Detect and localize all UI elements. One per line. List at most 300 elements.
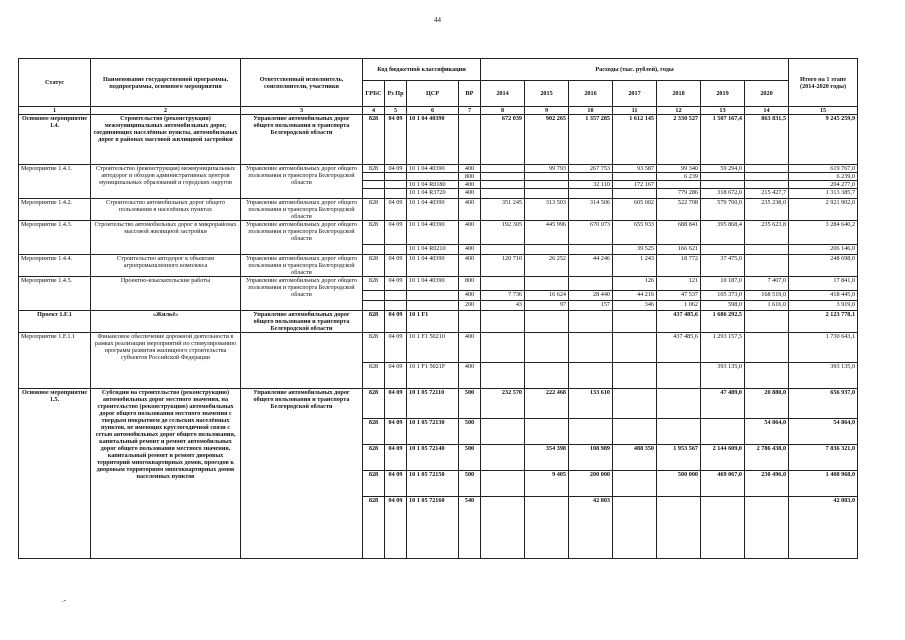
cell-total: 54 864,0	[789, 419, 858, 445]
cell-grbs: 828	[363, 277, 385, 291]
cell-year-value	[613, 311, 657, 333]
cell-year-value: 108 989	[569, 445, 613, 471]
cell-total: 619 767,0	[789, 165, 858, 173]
cell-year-value: 28 440	[569, 291, 613, 301]
cell-csr: 10 1 F1 50210	[407, 333, 459, 363]
cell-csr: 10 1 04 40390	[407, 277, 459, 291]
cell-csr: 10 1 05 72110	[407, 389, 459, 419]
cell-vr: 500	[459, 445, 481, 471]
cell-vr: 800	[459, 277, 481, 291]
cell-year-value: 230 496,0	[745, 471, 789, 497]
cell-year-value	[657, 181, 701, 189]
cell-grbs: 828	[363, 255, 385, 277]
header-year: 2019	[701, 81, 745, 107]
cell-total: 1 313 385,7	[789, 189, 858, 199]
cell-vr: 400	[459, 189, 481, 199]
cell-year-value: 105 373,0	[701, 291, 745, 301]
cell-year-value: 579 700,0	[701, 199, 745, 221]
cell-year-value	[481, 363, 525, 389]
row-executor: Управление автомобильных дорог общего пользования и транспорта Белгородской области	[241, 389, 363, 559]
cell-year-value: 313 503	[525, 199, 569, 221]
cell-csr: 10 1 04 40390	[407, 165, 459, 173]
cell-year-value	[745, 173, 789, 181]
cell-year-value: 166 621	[657, 245, 701, 255]
cell-csr: 10 1 04 40390	[407, 199, 459, 221]
cell-year-value: 488 350	[613, 445, 657, 471]
cell-grbs: 828	[363, 471, 385, 497]
row-status: Мероприятие 1.4.2.	[19, 199, 91, 221]
cell-total: 42 803,0	[789, 497, 858, 559]
cell-year-value: 43	[481, 301, 525, 311]
cell-csr: 10 1 04 R0180	[407, 181, 459, 189]
cell-rz-pr	[385, 245, 407, 255]
header-status: Статус	[19, 59, 91, 107]
cell-year-value: 1 953 567	[657, 445, 701, 471]
cell-year-value: 93 587	[613, 165, 657, 173]
table-row	[19, 255, 858, 277]
cell-vr: 500	[459, 471, 481, 497]
cell-year-value	[481, 333, 525, 363]
cell-year-value	[481, 245, 525, 255]
cell-year-value: 1 686 292,5	[701, 311, 745, 333]
cell-grbs: 828	[363, 363, 385, 389]
cell-total: 3 919,0	[789, 301, 858, 311]
cell-year-value: 2 786 438,0	[745, 445, 789, 471]
cell-grbs: 828	[363, 497, 385, 559]
cell-year-value: 7 736	[481, 291, 525, 301]
cell-year-value	[657, 497, 701, 559]
cell-vr: 400	[459, 245, 481, 255]
column-number: 4	[363, 107, 385, 115]
cell-rz-pr: 04 09	[385, 199, 407, 221]
cell-year-value: 59 294,0	[701, 165, 745, 173]
cell-vr: 540	[459, 497, 481, 559]
cell-year-value	[745, 255, 789, 277]
row-executor: Управление автомобильных дорог общего пользования и транспорта Белгородской области	[241, 165, 363, 199]
cell-rz-pr: 04 09	[385, 497, 407, 559]
column-number: 2	[91, 107, 241, 115]
column-number: 5	[385, 107, 407, 115]
cell-year-value: 54 864,0	[745, 419, 789, 445]
cell-total: 9 245 259,9	[789, 115, 858, 165]
cell-year-value	[701, 181, 745, 189]
row-executor: Управление автомобильных дорог общего пользования и транспорта Белгородской области	[241, 199, 363, 221]
cell-total: 2 921 902,0	[789, 199, 858, 221]
cell-vr	[459, 311, 481, 333]
cell-year-value: 2 330 527	[657, 115, 701, 165]
cell-year-value: 120 710	[481, 255, 525, 277]
cell-vr: 500	[459, 419, 481, 445]
row-executor: Управление автомобильных дорог общего пользования и транспорта Белгородской области	[241, 277, 363, 311]
header-vr: ВР	[459, 81, 481, 107]
cell-year-value	[569, 245, 613, 255]
cell-year-value	[525, 245, 569, 255]
cell-grbs	[363, 173, 385, 181]
cell-year-value	[481, 165, 525, 173]
cell-year-value: 42 803	[569, 497, 613, 559]
cell-year-value: 354 398	[525, 445, 569, 471]
cell-year-value	[569, 173, 613, 181]
cell-total: 7 836 321,0	[789, 445, 858, 471]
cell-year-value: 1 293 157,5	[701, 333, 745, 363]
cell-csr: 10 1 F1	[407, 311, 459, 333]
column-number: 10	[569, 107, 613, 115]
cell-year-value: 688 841	[657, 221, 701, 245]
cell-rz-pr	[385, 173, 407, 181]
cell-year-value: 6 239	[657, 173, 701, 181]
table-header	[19, 59, 858, 115]
table-row	[19, 277, 858, 291]
cell-year-value	[613, 419, 657, 445]
cell-csr: 10 1 F1 5021F	[407, 363, 459, 389]
cell-year-value: 26 252	[525, 255, 569, 277]
cell-vr	[459, 115, 481, 165]
cell-year-value: 267 753	[569, 165, 613, 173]
cell-year-value: 168 519,0	[745, 291, 789, 301]
cell-vr: 800	[459, 173, 481, 181]
cell-year-value	[613, 333, 657, 363]
cell-year-value: 97	[525, 301, 569, 311]
cell-year-value	[569, 363, 613, 389]
cell-vr: 400	[459, 165, 481, 173]
column-number: 14	[745, 107, 789, 115]
cell-vr: 400	[459, 199, 481, 221]
cell-year-value	[525, 277, 569, 291]
header-executor: Ответственный исполнитель, соисполнители, участники	[241, 59, 363, 107]
cell-year-value	[525, 181, 569, 189]
cell-grbs: 828	[363, 115, 385, 165]
cell-rz-pr: 04 09	[385, 471, 407, 497]
cell-vr: 400	[459, 333, 481, 363]
row-executor: Управление автомобильных дорог общего пользования и транспорта Белгородской области	[241, 255, 363, 277]
column-number: 6	[407, 107, 459, 115]
table-row	[19, 165, 858, 173]
cell-year-value: 605 002	[613, 199, 657, 221]
cell-csr: 10 1 05 72160	[407, 497, 459, 559]
cell-year-value: 779 286	[657, 189, 701, 199]
cell-total: 1 408 968,0	[789, 471, 858, 497]
cell-rz-pr: 04 09	[385, 277, 407, 291]
cell-rz-pr: 04 09	[385, 363, 407, 389]
column-number: 12	[657, 107, 701, 115]
cell-year-value	[613, 363, 657, 389]
cell-grbs: 828	[363, 311, 385, 333]
cell-grbs: 828	[363, 389, 385, 419]
cell-csr: 10 1 05 72150	[407, 471, 459, 497]
row-status: Мероприятие 1.F.1.1	[19, 333, 91, 389]
cell-total: 204 277,0	[789, 181, 858, 189]
cell-year-value	[745, 333, 789, 363]
cell-rz-pr	[385, 189, 407, 199]
table-row	[19, 199, 858, 221]
cell-csr: 10 1 04 R3720	[407, 189, 459, 199]
cell-grbs: 828	[363, 333, 385, 363]
row-name: Проектно-изыскательские работы	[91, 277, 241, 311]
cell-year-value: 598,0	[701, 301, 745, 311]
cell-year-value: 222 468	[525, 389, 569, 419]
row-executor: Управление автомобильных дорог общего пользования и транспорта Белгородской области	[241, 115, 363, 165]
column-number: 11	[613, 107, 657, 115]
header-year: 2017	[613, 81, 657, 107]
column-number: 3	[241, 107, 363, 115]
cell-year-value	[525, 363, 569, 389]
cell-year-value: 44 246	[569, 255, 613, 277]
cell-year-value: 20 880,0	[745, 389, 789, 419]
cell-year-value	[481, 497, 525, 559]
cell-year-value: 133 610	[569, 389, 613, 419]
cell-vr: 400	[459, 181, 481, 189]
row-status: Основное мероприятие 1.5.	[19, 389, 91, 559]
cell-year-value: 863 831,5	[745, 115, 789, 165]
cell-csr: 10 1 05 72130	[407, 419, 459, 445]
cell-grbs: 828	[363, 199, 385, 221]
cell-year-value	[613, 389, 657, 419]
cell-year-value	[481, 419, 525, 445]
cell-year-value	[657, 419, 701, 445]
column-number: 13	[701, 107, 745, 115]
cell-year-value: 47 489,0	[701, 389, 745, 419]
cell-year-value	[481, 277, 525, 291]
cell-year-value	[613, 497, 657, 559]
row-name: Строительство автодорог к объектам агропромышленного комплекса	[91, 255, 241, 277]
cell-year-value	[481, 173, 525, 181]
cell-total: 418 445,0	[789, 291, 858, 301]
margin-mark: .-	[62, 596, 67, 604]
row-executor	[241, 333, 363, 389]
header-year: 2020	[745, 81, 789, 107]
header-year: 2014	[481, 81, 525, 107]
table-row	[19, 115, 858, 165]
cell-year-value: 672 039	[481, 115, 525, 165]
cell-rz-pr: 04 09	[385, 333, 407, 363]
header-csr: ЦСР	[407, 81, 459, 107]
cell-csr	[407, 291, 459, 301]
cell-year-value: 44 216	[613, 291, 657, 301]
cell-year-value: 200 000	[569, 471, 613, 497]
cell-year-value: 395 868,4	[701, 221, 745, 245]
cell-year-value	[525, 333, 569, 363]
cell-year-value: 99 340	[657, 165, 701, 173]
cell-year-value: 1 062	[657, 301, 701, 311]
cell-year-value: 37 475,0	[701, 255, 745, 277]
cell-year-value: 232 570	[481, 389, 525, 419]
row-executor: Управление автомобильных дорог общего пользования и транспорта Белгородской области	[241, 221, 363, 255]
cell-year-value	[525, 419, 569, 445]
cell-year-value: 32 110	[569, 181, 613, 189]
cell-year-value	[745, 181, 789, 189]
cell-year-value: 121	[657, 277, 701, 291]
cell-year-value: 1 612 145	[613, 115, 657, 165]
row-name: Финансовое обеспечение дорожной деятельности в рамках реализации мероприятий по стимулированию программ развития жилищного строительства субъектов Российской Федерации	[91, 333, 241, 389]
budget-table	[18, 58, 858, 559]
cell-year-value: 235 238,0	[745, 199, 789, 221]
cell-year-value	[701, 245, 745, 255]
row-status: Мероприятие 1.4.1.	[19, 165, 91, 199]
cell-csr	[407, 301, 459, 311]
cell-year-value	[657, 363, 701, 389]
row-status: Основное мероприятие 1.4.	[19, 115, 91, 165]
row-name: Строительство автомобильных дорог общего пользования в населённых пунктах	[91, 199, 241, 221]
row-status: Мероприятие 1.4.3.	[19, 221, 91, 255]
cell-year-value: 500 000	[657, 471, 701, 497]
table-row	[19, 333, 858, 363]
cell-vr: 400	[459, 291, 481, 301]
header-budget-code: Код бюджетной классификации	[363, 59, 481, 81]
cell-total: 206 146,0	[789, 245, 858, 255]
cell-csr: 10 1 04 R0210	[407, 245, 459, 255]
cell-rz-pr	[385, 301, 407, 311]
cell-rz-pr: 04 09	[385, 389, 407, 419]
cell-year-value: 126	[613, 277, 657, 291]
cell-csr: 10 1 04 40390	[407, 255, 459, 277]
cell-csr	[407, 173, 459, 181]
cell-year-value	[525, 189, 569, 199]
cell-rz-pr: 04 09	[385, 445, 407, 471]
cell-year-value	[745, 363, 789, 389]
column-number: 8	[481, 107, 525, 115]
row-name: «Жильё»	[91, 311, 241, 333]
cell-year-value	[525, 173, 569, 181]
cell-year-value	[569, 189, 613, 199]
cell-rz-pr: 04 09	[385, 165, 407, 173]
cell-year-value	[481, 311, 525, 333]
cell-year-value	[613, 173, 657, 181]
header-name: Наименование государственной программы, подпрограммы, основного мероприятия	[91, 59, 241, 107]
cell-vr: 200	[459, 301, 481, 311]
row-name: Строительство (реконструкция) межмуниципальных автодорог и обходов административных центров муниципальных образований и городских округов	[91, 165, 241, 199]
header-expenses: Расходы (тыс. рублей), годы	[481, 59, 789, 81]
cell-year-value: 99 793	[525, 165, 569, 173]
cell-year-value: 445 996	[525, 221, 569, 245]
row-status: Мероприятие 1.4.5.	[19, 277, 91, 311]
header-year: 2018	[657, 81, 701, 107]
cell-year-value: 902 265	[525, 115, 569, 165]
cell-csr: 10 1 04 40390	[407, 221, 459, 245]
header-year: 2016	[569, 81, 613, 107]
header-year: 2015	[525, 81, 569, 107]
cell-year-value: 39 525	[613, 245, 657, 255]
cell-year-value	[481, 181, 525, 189]
cell-year-value: 670 073	[569, 221, 613, 245]
cell-csr: 10 1 04 40390	[407, 115, 459, 165]
cell-year-value: 157	[569, 301, 613, 311]
cell-total: 3 284 640,2	[789, 221, 858, 245]
cell-total: 656 937,0	[789, 389, 858, 419]
cell-year-value: 47 537	[657, 291, 701, 301]
cell-total: 248 698,0	[789, 255, 858, 277]
cell-year-value	[745, 311, 789, 333]
cell-total: 393 135,0	[789, 363, 858, 389]
table-row	[19, 311, 858, 333]
cell-year-value: 192 305	[481, 221, 525, 245]
cell-year-value: 655 933	[613, 221, 657, 245]
cell-year-value	[745, 497, 789, 559]
column-number: 9	[525, 107, 569, 115]
cell-year-value	[525, 497, 569, 559]
cell-grbs: 828	[363, 221, 385, 245]
cell-vr: 500	[459, 389, 481, 419]
cell-year-value: 215 427,7	[745, 189, 789, 199]
cell-year-value	[613, 471, 657, 497]
column-number: 1	[19, 107, 91, 115]
cell-year-value: 346	[613, 301, 657, 311]
row-name: Субсидии на строительство (реконструкцию) автомобильных дорог местного значения, на строительство (реконструкцию) автомобильных дорог общего пользования местного значения с твердым покрытием до сельских населённых пунктов, не имеющих круглогодичной связи с сетью автомобильных дорог общего пользования, капитальный ремонт и ремонт автомобильных дорог общего пользования местного значения, капитальный ремонт и ремонт дворовых территорий многоквартирных домов, проездов к дворовым территориям многоквартирных домов населенных пунктов	[91, 389, 241, 559]
cell-year-value	[481, 445, 525, 471]
cell-grbs: 828	[363, 419, 385, 445]
cell-vr: 400	[459, 255, 481, 277]
table-row	[19, 221, 858, 245]
cell-year-value	[701, 497, 745, 559]
cell-rz-pr: 04 09	[385, 221, 407, 245]
cell-total: 2 123 778,1	[789, 311, 858, 333]
cell-year-value	[569, 277, 613, 291]
cell-year-value: 1 357 285	[569, 115, 613, 165]
cell-total: 6 239,0	[789, 173, 858, 181]
cell-year-value	[745, 245, 789, 255]
cell-year-value	[613, 189, 657, 199]
cell-year-value: 1 507 167,4	[701, 115, 745, 165]
cell-grbs	[363, 301, 385, 311]
cell-grbs: 828	[363, 445, 385, 471]
cell-year-value: 2 144 609,0	[701, 445, 745, 471]
table-row	[19, 389, 858, 419]
cell-year-value: 1 243	[613, 255, 657, 277]
cell-year-value	[481, 189, 525, 199]
cell-rz-pr: 04 09	[385, 115, 407, 165]
cell-year-value: 318 672,0	[701, 189, 745, 199]
row-status: Мероприятие 1.4.4.	[19, 255, 91, 277]
column-number: 15	[789, 107, 858, 115]
cell-rz-pr: 04 09	[385, 311, 407, 333]
page-number: 44	[434, 16, 441, 24]
cell-grbs	[363, 245, 385, 255]
cell-rz-pr	[385, 181, 407, 189]
cell-rz-pr	[385, 291, 407, 301]
cell-year-value: 16 624	[525, 291, 569, 301]
header-grbs: ГРБС	[363, 81, 385, 107]
cell-year-value: 10 187,0	[701, 277, 745, 291]
cell-year-value: 393 135,0	[701, 363, 745, 389]
cell-year-value	[569, 333, 613, 363]
cell-year-value: 18 772	[657, 255, 701, 277]
cell-year-value: 314 506	[569, 199, 613, 221]
cell-year-value: 1 616,0	[745, 301, 789, 311]
cell-year-value: 522 708	[657, 199, 701, 221]
cell-year-value	[569, 311, 613, 333]
header-rz-pr: Рз Пр	[385, 81, 407, 107]
cell-year-value: 9 405	[525, 471, 569, 497]
cell-year-value	[657, 389, 701, 419]
cell-vr: 400	[459, 221, 481, 245]
cell-year-value	[701, 173, 745, 181]
cell-year-value: 437 485,6	[657, 333, 701, 363]
cell-rz-pr: 04 09	[385, 419, 407, 445]
cell-total: 17 841,0	[789, 277, 858, 291]
row-name: Строительство автомобильных дорог в микрорайонах массовой жилищной застройки	[91, 221, 241, 255]
column-number: 7	[459, 107, 481, 115]
cell-grbs	[363, 291, 385, 301]
header-total: Итого на 1 этапе (2014-2020 годы)	[789, 59, 858, 107]
cell-year-value: 235 623,8	[745, 221, 789, 245]
row-name: Строительство (реконструкция) межмуниципальных автомобильных дорог, соединяющих населённые пункты, автомобильных дорог в районах массовой жилищной застройки	[91, 115, 241, 165]
cell-year-value: 437 485,6	[657, 311, 701, 333]
row-status: Проект 1.F.1	[19, 311, 91, 333]
cell-grbs	[363, 189, 385, 199]
cell-year-value	[701, 419, 745, 445]
cell-year-value	[481, 471, 525, 497]
cell-year-value: 351 245	[481, 199, 525, 221]
cell-total: 1 730 643,1	[789, 333, 858, 363]
